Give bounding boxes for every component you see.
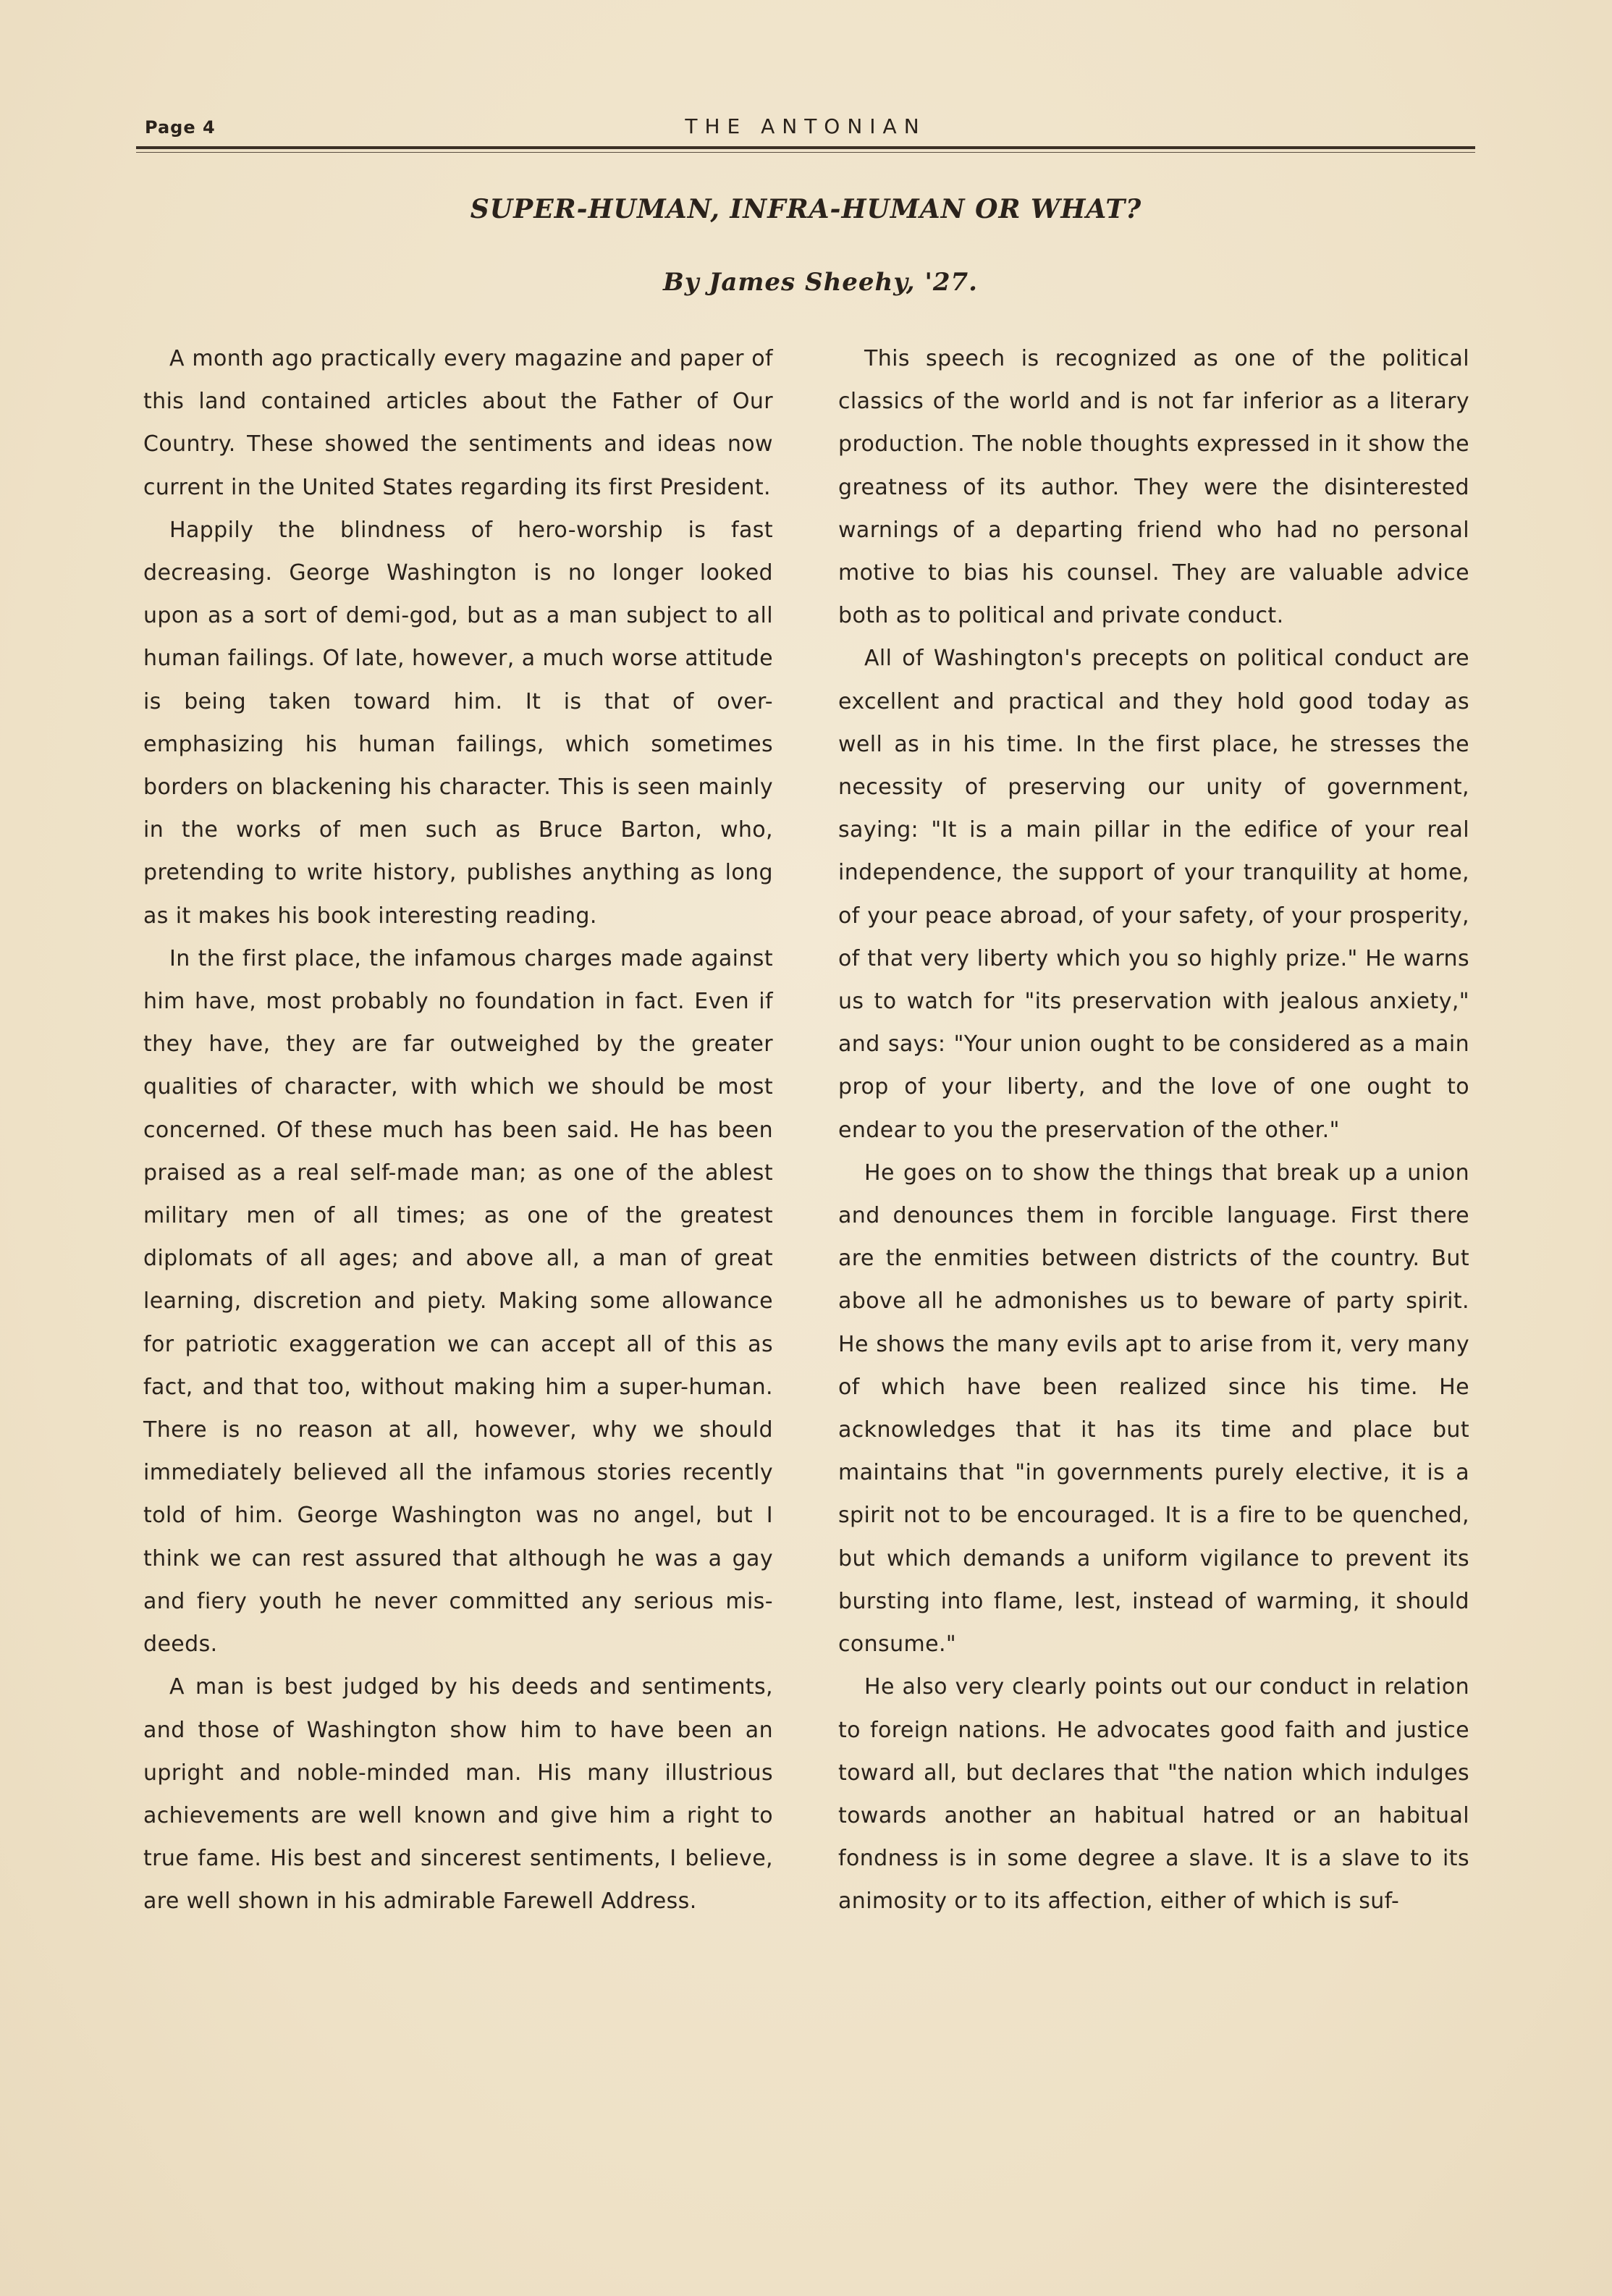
paragraph: A man is best judged by his deeds and sentiments, and those of Washington show him to have been an upright and noble-minded man. His many illustrious achievements are well known and give him a right to true fame. His best and sincerest sentiments, I believe, are well shown in his admirable Farewell Address. (143, 1674, 773, 1915)
header-rule-thin (136, 152, 1475, 153)
paragraph: He also very clearly points out our conduct in relation to foreign nations. He advocates good faith and justice toward all, but declares that "the nation which indulges towards another an habitual hatred or an habitual fondness is in some degree a slave. It is a slave to its animosity or to its affection, either of which is suf- (838, 1674, 1469, 1915)
article-title: SUPER-HUMAN, INFRA-HUMAN OR WHAT? (470, 194, 1142, 224)
article-byline: By James Sheehy, '27. (662, 268, 979, 297)
right-column (838, 337, 1469, 1923)
paragraph: All of Washington's precepts on political conduct are excellent and practical and they hold good today as well as in his time. In the first place, he stresses the necessity of preserving our unity of government, saying: "It is a main pillar in the edifice of your real independence, the support of your tranquility at home, of your peace abroad, of your safety, of your prosperity, of that very liberty which you so highly prize." He warns us to watch for "its preservation with jealous anxiety," and says: "Your union ought to be considered as a main prop of your liberty, and the love of one ought to endear to you the preservation of the other." (838, 646, 1469, 1143)
paragraph: In the first place, the infamous charges made against him have, most probably no foundation in fact. Even if they have, they are far outweighed by the greater qualities of character, with which we should be most concerned. Of these much has been said. He has been praised as a real self-made man; as one of the ablest military men of all times; as one of the greatest diplomats of all ages; and above all, a man of great learning, discretion and piety. Making some allowance for patriotic exaggeration we can accept all of this as fact, and that too, without making him a super-human. There is no reason at all, however, why we should immediately believed all the infamous stories recently told of him. George Washington was no angel, but I think we can rest assured that although he was a gay and fiery youth he never committed any serious mis-deeds. (143, 945, 773, 1658)
publication-title: THE ANTONIAN (685, 114, 927, 138)
left-column (143, 337, 773, 1923)
paragraph: A month ago practically every magazine and paper of this land contained articles about the Father of Our Country. These showed the sentiments and ideas now current in the United States regarding its first President. (143, 346, 773, 500)
paragraph: Happily the blindness of hero-worship is fast decreasing. George Washington is no longer looked upon as a sort of demi-god, but as a man subject to all human failings. Of late, however, a much worse attitude is being taken toward him. It is that of over-emphasizing his human failings, which sometimes borders on blackening his character. This is seen mainly in the works of men such as Bruce Barton, who, pretending to write history, publishes anything as long as it makes his book interesting reading. (143, 517, 773, 929)
header-rule (136, 146, 1475, 149)
page-number: Page 4 (145, 117, 216, 138)
page-header (136, 114, 1475, 148)
paragraph: He goes on to show the things that break up a union and denounces them in forcible language. First there are the enmities between districts of the country. But above all he admonishes us to beware of party spirit. He shows the many evils apt to arise from it, very many of which have been realized since his time. He acknowledges that it has its time and place but maintains that "in governments purely elective, it is a spirit not to be encouraged. It is a fire to be quenched, but which demands a uniform vigilance to prevent its bursting into flame, lest, instead of warming, it should consume." (838, 1160, 1469, 1658)
paragraph: This speech is recognized as one of the political classics of the world and is not far inferior as a literary production. The noble thoughts expressed in it show the greatness of its author. They were the disinterested warnings of a departing friend who had no personal motive to bias his counsel. They are valuable advice both as to political and private conduct. (838, 346, 1469, 629)
